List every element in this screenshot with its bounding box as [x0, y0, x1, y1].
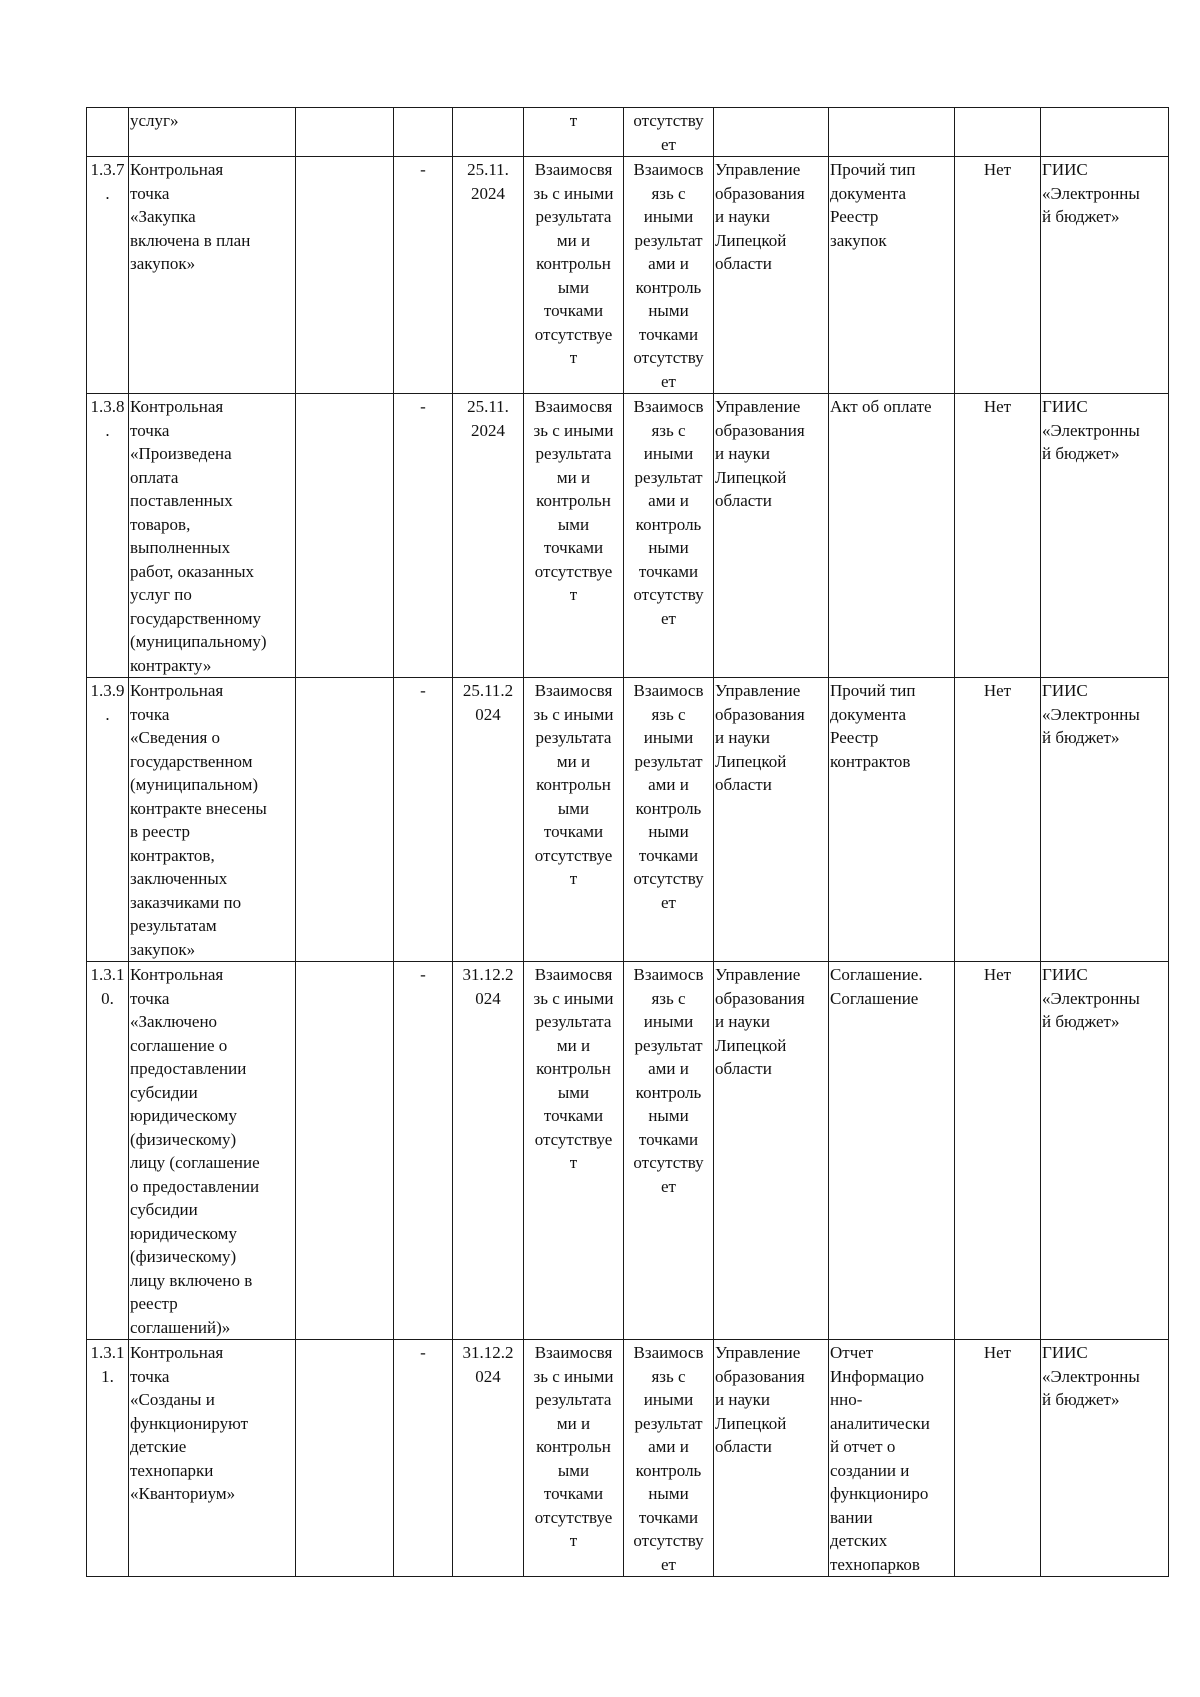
row-relation-next: отсутству ет — [624, 108, 714, 157]
row-responsible: Управление образования и науки Липецкой области — [714, 678, 829, 962]
row-end-date: 31.12.2 024 — [453, 962, 524, 1340]
row-responsible: Управление образования и науки Липецкой области — [714, 394, 829, 678]
row-flag: Нет — [955, 394, 1041, 678]
row-flag — [955, 108, 1041, 157]
row-name: Контрольная точка «Сведения о государственном (муниципальном) контракте внесены в реестр контрактов, заключенных заказчиками по результатам закупок» — [129, 678, 296, 962]
table-row — [87, 394, 1169, 678]
row-relation-prev: т — [524, 108, 624, 157]
row-document-type: Соглашение. Соглашение — [829, 962, 955, 1340]
row-relation-next: Взаимосв язь с иными результат ами и контроль ными точками отсутству ет — [624, 1340, 714, 1577]
row-number — [87, 108, 129, 157]
row-flag: Нет — [955, 678, 1041, 962]
row-document-type: Прочий тип документа Реестр закупок — [829, 157, 955, 394]
row-end-date: 25.11. 2024 — [453, 157, 524, 394]
row-system — [1041, 108, 1169, 157]
table-row — [87, 962, 1169, 1340]
row-start: - — [394, 157, 453, 394]
row-responsible — [714, 108, 829, 157]
row-flag: Нет — [955, 157, 1041, 394]
row-flag: Нет — [955, 1340, 1041, 1577]
table-row — [87, 678, 1169, 962]
row-number: 1.3.1 0. — [87, 962, 129, 1340]
row-number: 1.3.1 1. — [87, 1340, 129, 1577]
row-start: - — [394, 962, 453, 1340]
row-flag: Нет — [955, 962, 1041, 1340]
row-start: - — [394, 394, 453, 678]
row-start — [394, 108, 453, 157]
row-empty-cell — [296, 1340, 394, 1577]
row-system: ГИИС «Электронны й бюджет» — [1041, 1340, 1169, 1577]
table-row — [87, 108, 1169, 157]
row-document-type — [829, 108, 955, 157]
row-name: услуг» — [129, 108, 296, 157]
row-relation-next: Взаимосв язь с иными результат ами и контроль ными точками отсутству ет — [624, 962, 714, 1340]
row-start: - — [394, 678, 453, 962]
row-relation-prev: Взаимосвя зь с иными результата ми и контрольн ыми точками отсутствуе т — [524, 394, 624, 678]
row-number: 1.3.7 . — [87, 157, 129, 394]
row-relation-next: Взаимосв язь с иными результат ами и контроль ными точками отсутству ет — [624, 678, 714, 962]
row-empty-cell — [296, 962, 394, 1340]
row-empty-cell — [296, 678, 394, 962]
row-system: ГИИС «Электронны й бюджет» — [1041, 157, 1169, 394]
row-number: 1.3.8 . — [87, 394, 129, 678]
row-number: 1.3.9 . — [87, 678, 129, 962]
row-empty-cell — [296, 108, 394, 157]
row-end-date — [453, 108, 524, 157]
row-responsible: Управление образования и науки Липецкой области — [714, 1340, 829, 1577]
row-responsible: Управление образования и науки Липецкой области — [714, 962, 829, 1340]
row-end-date: 25.11. 2024 — [453, 394, 524, 678]
row-responsible: Управление образования и науки Липецкой области — [714, 157, 829, 394]
row-relation-prev: Взаимосвя зь с иными результата ми и контрольн ыми точками отсутствуе т — [524, 678, 624, 962]
table-row — [87, 1340, 1169, 1577]
row-end-date: 25.11.2 024 — [453, 678, 524, 962]
row-system: ГИИС «Электронны й бюджет» — [1041, 962, 1169, 1340]
row-empty-cell — [296, 157, 394, 394]
row-name: Контрольная точка «Заключено соглашение о предоставлении субсидии юридическому (физическому) лицу (соглашение о предоставлении субсидии юридическому (физическому) лицу включено в реестр соглашений)» — [129, 962, 296, 1340]
row-relation-prev: Взаимосвя зь с иными результата ми и контрольн ыми точками отсутствуе т — [524, 1340, 624, 1577]
row-relation-next: Взаимосв язь с иными результат ами и контроль ными точками отсутству ет — [624, 394, 714, 678]
table-row — [87, 157, 1169, 394]
row-document-type: Акт об оплате — [829, 394, 955, 678]
row-relation-prev: Взаимосвя зь с иными результата ми и контрольн ыми точками отсутствуе т — [524, 157, 624, 394]
row-name: Контрольная точка «Созданы и функционируют детские технопарки «Кванториум» — [129, 1340, 296, 1577]
row-name: Контрольная точка «Закупка включена в план закупок» — [129, 157, 296, 394]
row-system: ГИИС «Электронны й бюджет» — [1041, 394, 1169, 678]
row-document-type: Прочий тип документа Реестр контрактов — [829, 678, 955, 962]
row-document-type: Отчет Информацио нно- аналитически й отчет о создании и функциониро вании детских технопарков — [829, 1340, 955, 1577]
row-system: ГИИС «Электронны й бюджет» — [1041, 678, 1169, 962]
row-relation-next: Взаимосв язь с иными результат ами и контроль ными точками отсутству ет — [624, 157, 714, 394]
row-empty-cell — [296, 394, 394, 678]
row-start: - — [394, 1340, 453, 1577]
row-relation-prev: Взаимосвя зь с иными результата ми и контрольн ыми точками отсутствуе т — [524, 962, 624, 1340]
row-end-date: 31.12.2 024 — [453, 1340, 524, 1577]
control-points-table — [86, 107, 1169, 1577]
row-name: Контрольная точка «Произведена оплата поставленных товаров, выполненных работ, оказанных услуг по государственному (муниципальному) контракту» — [129, 394, 296, 678]
